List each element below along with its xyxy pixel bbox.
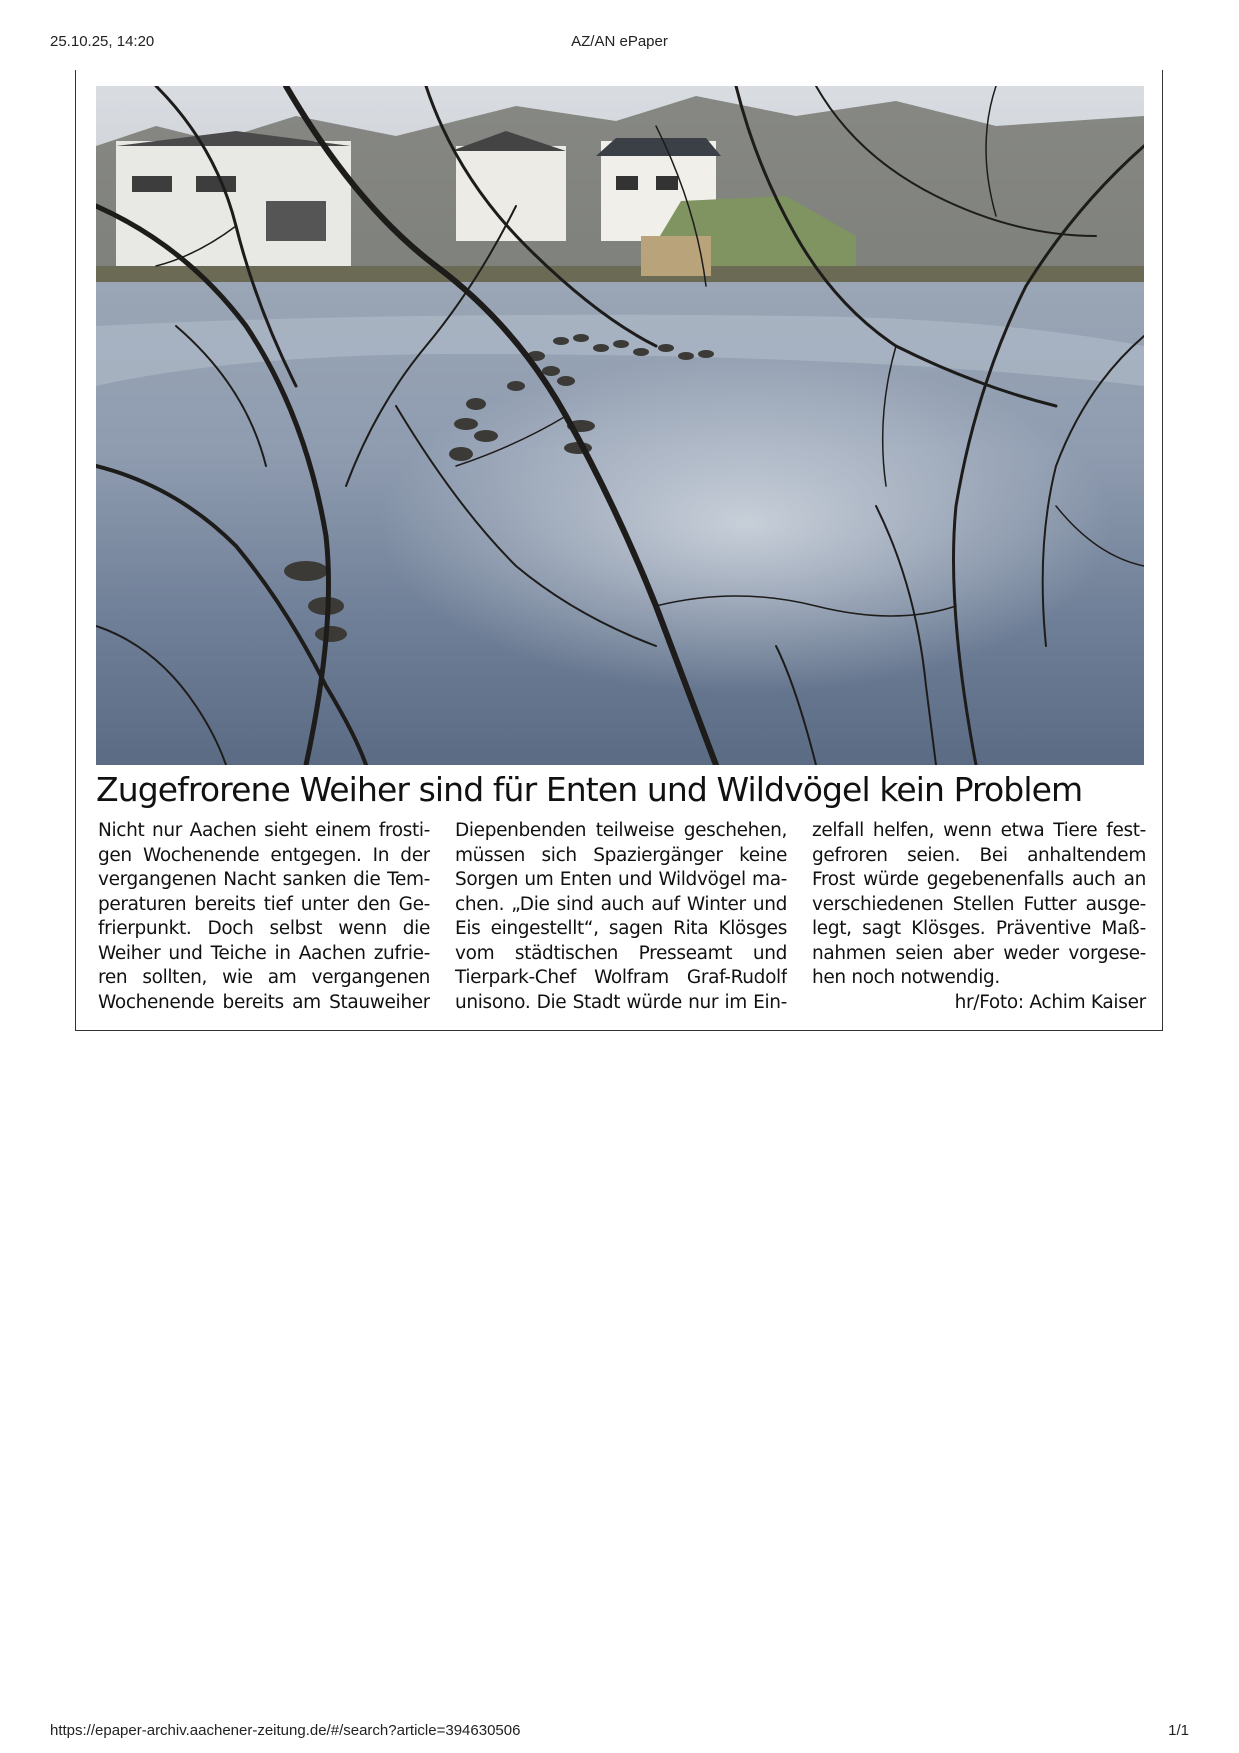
text-line: peraturen bereits tief unter den Ge- bbox=[98, 893, 430, 915]
text-line: unisono. Die Stadt würde nur im Ein- bbox=[455, 991, 787, 1013]
print-page-number: 1/1 bbox=[1168, 1722, 1189, 1739]
article-column-1 bbox=[98, 819, 430, 1015]
text-line: zelfall helfen, wenn etwa Tiere fest- bbox=[812, 820, 1146, 841]
article-body bbox=[98, 819, 1146, 1019]
text-line: Diepenbenden teilweise geschehen, bbox=[455, 820, 787, 841]
text-line: hen noch notwendig. bbox=[812, 967, 1000, 988]
print-datetime: 25.10.25, 14:20 bbox=[50, 33, 155, 50]
print-url: https://epaper-archiv.aachener-zeitung.de/#/search?article=394630506 bbox=[50, 1722, 521, 1739]
article-headline: Zugefrorene Weiher sind für Enten und Wildvögel kein Problem bbox=[96, 770, 1083, 809]
article-clipping bbox=[75, 70, 1163, 1031]
text-line: chen. „Die sind auch auf Winter und bbox=[455, 893, 787, 915]
text-line: gen Wochenende entgegen. In der bbox=[98, 844, 430, 866]
text-line: vom städtischen Presseamt und bbox=[455, 942, 787, 964]
text-line: vergangenen Nacht sanken die Tem- bbox=[98, 869, 430, 890]
text-line: Wochenende bereits am Stauweiher bbox=[98, 991, 430, 1013]
text-line: Frost würde gegebenenfalls auch an bbox=[812, 869, 1146, 890]
article-column-3 bbox=[812, 819, 1146, 1015]
text-line: Tierpark-Chef Wolfram Graf-Rudolf bbox=[455, 967, 787, 988]
text-line: Sorgen um Enten und Wildvögel ma- bbox=[455, 869, 787, 890]
text-line: frierpunkt. Doch selbst wenn die bbox=[98, 918, 430, 939]
text-line: ren sollten, wie am vergangenen bbox=[98, 967, 430, 988]
print-page-title: AZ/AN ePaper bbox=[571, 33, 668, 50]
text-line: legt, sagt Klösges. Präventive Maß- bbox=[812, 918, 1146, 939]
text-line: Weiher und Teiche in Aachen zufrie- bbox=[98, 942, 430, 964]
text-line: Nicht nur Aachen sieht einem frosti- bbox=[98, 820, 430, 841]
photo-credit: hr/Foto: Achim Kaiser bbox=[954, 991, 1146, 1013]
text-line: müssen sich Spaziergänger keine bbox=[455, 844, 787, 866]
text-line: gefroren seien. Bei anhaltendem bbox=[812, 844, 1146, 866]
article-column-2 bbox=[455, 819, 787, 1015]
text-line: verschiedenen Stellen Futter ausge- bbox=[812, 893, 1146, 915]
text-line: Eis eingestellt“, sagen Rita Klösges bbox=[455, 918, 787, 939]
pond-photo-svg bbox=[96, 86, 1144, 765]
pond-photo-icon bbox=[96, 86, 1144, 765]
text-line: nahmen seien aber weder vorgese- bbox=[812, 942, 1146, 964]
